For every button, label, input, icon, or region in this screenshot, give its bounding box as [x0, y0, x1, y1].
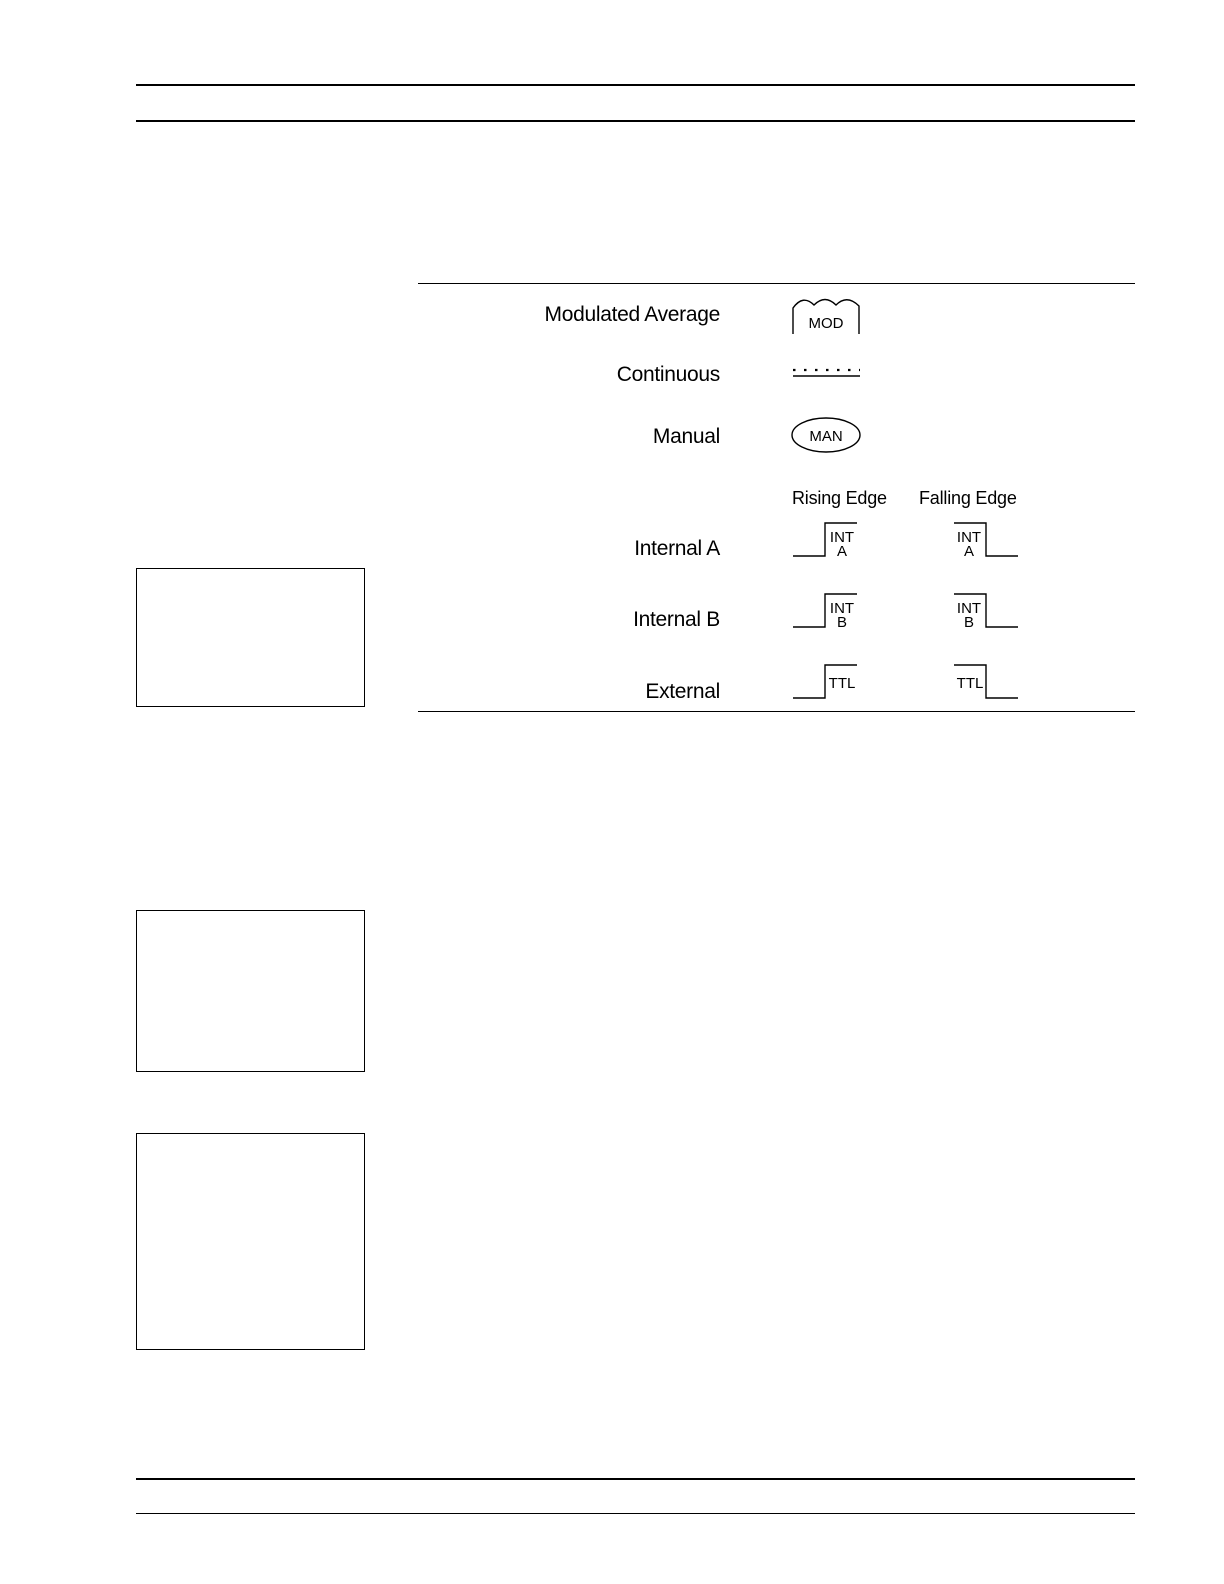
int-b-rising-line1: INT	[829, 600, 855, 617]
internal-a-rising-edge-icon	[790, 520, 862, 560]
modulated-average-icon	[790, 296, 864, 338]
internal-b-falling-edge-icon	[950, 591, 1022, 631]
manual-icon	[790, 416, 864, 456]
row-label-modulated-average: Modulated Average	[544, 303, 720, 326]
int-b-falling-line1: INT	[956, 600, 982, 617]
footer-rule-top	[136, 1478, 1135, 1480]
column-header-rising-edge: Rising Edge	[792, 488, 887, 508]
internal-a-falling-edge-icon	[950, 520, 1022, 560]
int-a-falling-line2: A	[963, 543, 975, 560]
row-label-continuous: Continuous	[616, 363, 720, 386]
external-falling-edge-icon	[950, 662, 1022, 702]
row-label-external: External	[645, 680, 720, 703]
table-rule-bottom	[418, 711, 1135, 712]
int-b-falling-line2: B	[963, 614, 975, 631]
row-label-manual: Manual	[652, 425, 720, 448]
int-a-falling-line1: INT	[956, 529, 982, 546]
man-symbol-text: MAN	[809, 428, 843, 445]
footer-rule-bottom	[136, 1513, 1135, 1514]
margin-note-box-1	[136, 568, 365, 707]
ttl-falling-text: TTL	[956, 675, 984, 692]
row-label-internal-a: Internal A	[634, 537, 720, 560]
continuous-icon	[790, 364, 864, 380]
header-rule-bottom	[136, 120, 1135, 122]
ttl-rising-text: TTL	[828, 675, 856, 692]
margin-note-box-3	[136, 1133, 365, 1350]
int-b-rising-line2: B	[836, 614, 848, 631]
mod-symbol-text: MOD	[808, 315, 844, 332]
table-rule-top	[418, 283, 1135, 284]
margin-note-box-2	[136, 910, 365, 1072]
internal-b-rising-edge-icon	[790, 591, 862, 631]
external-rising-edge-icon	[790, 662, 862, 702]
header-rule-top	[136, 84, 1135, 86]
column-header-falling-edge: Falling Edge	[919, 488, 1017, 508]
int-a-rising-line1: INT	[829, 529, 855, 546]
row-label-internal-b: Internal B	[633, 608, 720, 631]
int-a-rising-line2: A	[836, 543, 848, 560]
